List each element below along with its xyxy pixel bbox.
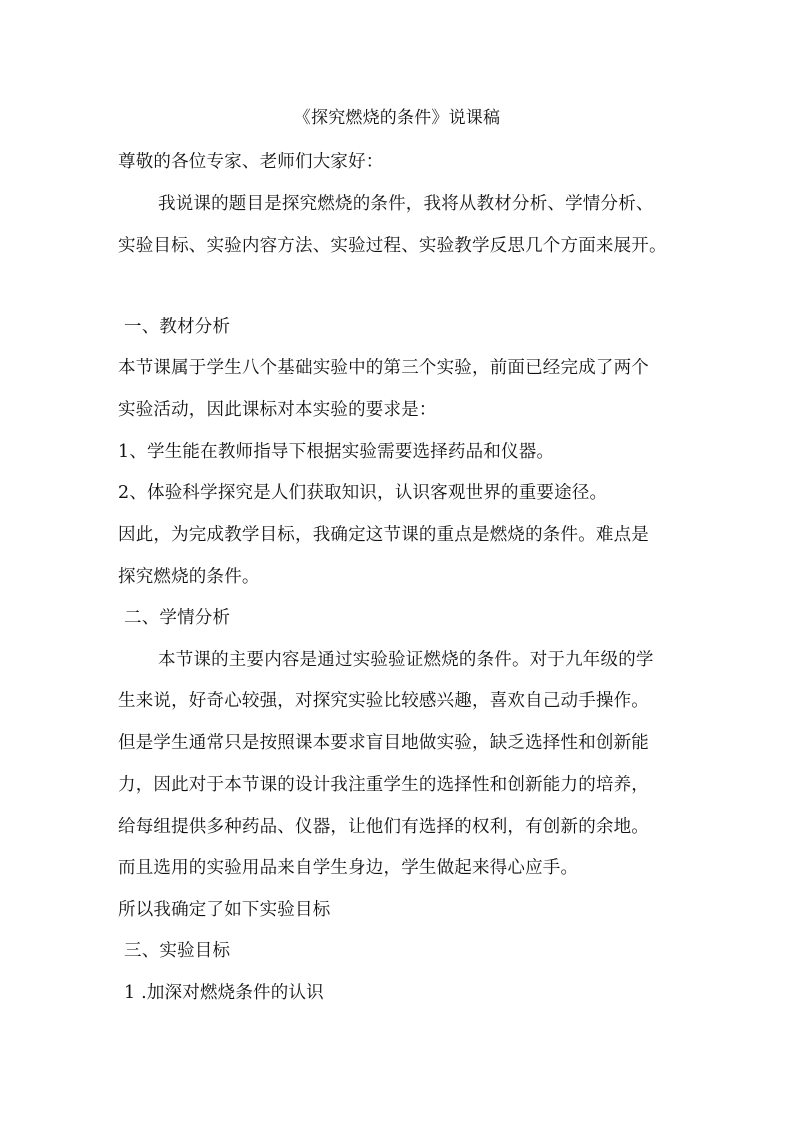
section1-paragraph-line-2: 实验活动，因此课标对本实验的要求是： xyxy=(118,400,437,420)
section2-line-7: 所以我确定了如下实验目标 xyxy=(118,900,331,920)
section3-list-item-1: 1 .加深对燃烧条件的认识 xyxy=(124,983,324,1003)
section1-list-item-1: 1、学生能在教师指导下根据实验需要选择药品和仪器。 xyxy=(118,442,555,462)
section2-line-4: 力，因此对于本节课的设计我注重学生的选择性和创新能力的培养， xyxy=(118,775,649,795)
greeting: 尊敬的各位专家、老师们大家好： xyxy=(118,152,384,172)
section1-conclusion-line-1: 因此，为完成教学目标，我确定这节课的重点是燃烧的条件。难点是 xyxy=(118,525,649,545)
section2-line-5: 给每组提供多种药品、仪器，让他们有选择的权利，有创新的余地。 xyxy=(118,817,649,837)
intro-line-1: 我说课的题目是探究燃烧的条件，我将从教材分析、学情分析、 xyxy=(158,194,654,214)
section1-heading: 一、教材分析 xyxy=(124,317,231,337)
section2-heading: 二、学情分析 xyxy=(124,608,231,628)
section3-heading: 三、实验目标 xyxy=(124,941,231,961)
section2-line-6: 而且选用的实验用品来自学生身边，学生做起来得心应手。 xyxy=(118,858,579,878)
intro-line-2: 实验目标、实验内容方法、实验过程、实验教学反思几个方面来展开。 xyxy=(118,236,667,256)
section1-conclusion-line-2: 探究燃烧的条件。 xyxy=(118,567,260,587)
section2-line-2: 生来说，好奇心较强，对探究实验比较感兴趣，喜欢自己动手操作。 xyxy=(118,691,649,711)
section1-list-item-2: 2、体验科学探究是人们获取知识，认识客观世界的重要途径。 xyxy=(118,483,608,503)
section1-paragraph-line-1: 本节课属于学生八个基础实验中的第三个实验，前面已经完成了两个 xyxy=(118,358,649,378)
document-title: 《探究燃烧的条件》说课稿 xyxy=(293,108,501,128)
section2-line-1: 本节课的主要内容是通过实验验证燃烧的条件。对于九年级的学 xyxy=(158,650,654,670)
section2-line-3: 但是学生通常只是按照课本要求盲目地做实验，缺乏选择性和创新能 xyxy=(118,733,649,753)
